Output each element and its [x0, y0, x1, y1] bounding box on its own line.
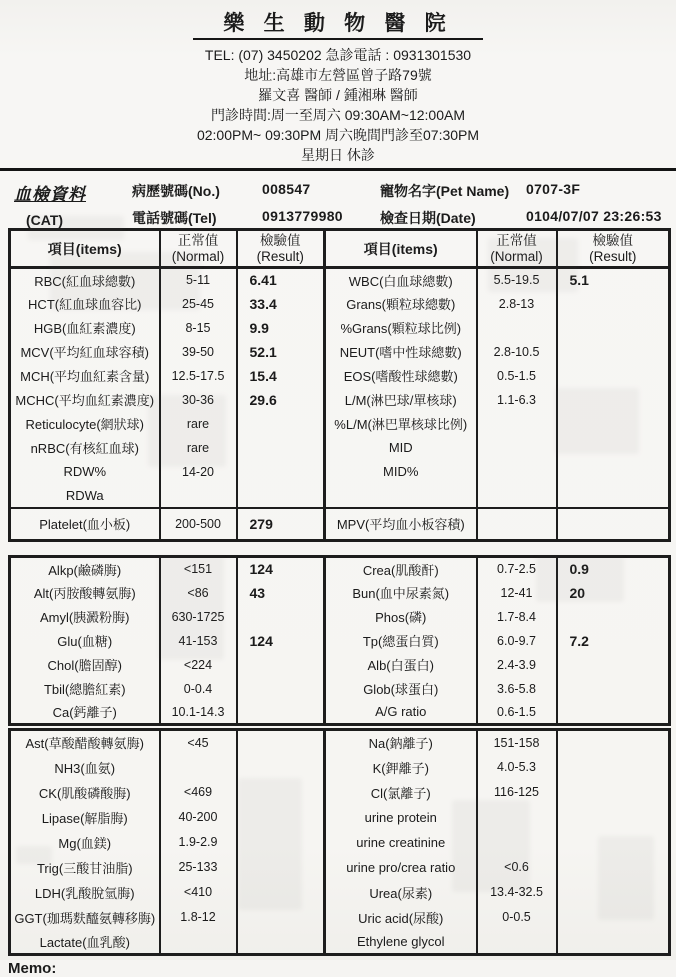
result-cell: [557, 364, 670, 388]
normal-header: [477, 230, 557, 268]
result-cell: [557, 855, 670, 880]
result-cell: [237, 880, 325, 905]
item-cell: Amyl(胰澱粉脢): [39, 610, 130, 625]
item-cell: L/M(淋巴球/單核球): [325, 388, 477, 412]
cbc-table-body: [10, 268, 670, 508]
result-cell: 15.4: [237, 364, 325, 388]
normal-cell: [160, 755, 237, 780]
normal-cell: 116-125: [477, 780, 557, 805]
result-cell: [237, 780, 325, 805]
normal-cell: 8-15: [160, 316, 237, 340]
chemistry-table-1-body: [10, 557, 670, 725]
result-cell: 5.1: [557, 268, 670, 292]
normal-cell: 14-20: [160, 460, 237, 484]
normal-cell: <45: [160, 730, 237, 755]
normal-cell: 2.4-3.9: [477, 653, 557, 677]
normal-cell: 41-153: [160, 629, 237, 653]
normal-header-line2: (Normal): [171, 248, 225, 264]
result-cell: 20: [557, 581, 670, 605]
clinic-doctors-line: 羅文喜 醫師 / 鍾湘琳 醫師: [258, 87, 418, 103]
result-cell: [557, 340, 670, 364]
item-cell: Na(鈉離子): [325, 730, 477, 755]
table-row: [10, 460, 670, 484]
clinic-hours-line1: 門診時間:周一至周六 09:30AM~12:00AM: [210, 107, 466, 123]
clinic-name: 樂 生 動 物 醫 院: [193, 7, 482, 40]
item-cell: Lipase(解脂脢): [41, 810, 128, 826]
item-cell: EOS(嗜酸性球總數): [325, 364, 477, 388]
normal-cell: rare: [160, 412, 237, 436]
table-row: [10, 905, 670, 930]
item-cell: nRBC(有核紅血球): [30, 441, 139, 456]
result-cell: [557, 508, 670, 541]
items-header: 項目(items): [325, 230, 477, 268]
item-cell: MID%: [325, 460, 477, 484]
result-cell: 6.41: [237, 268, 325, 292]
result-header: [237, 230, 325, 268]
result-cell: [557, 605, 670, 629]
item-cell: urine creatinine: [325, 830, 477, 855]
normal-cell: 4.0-5.3: [477, 755, 557, 780]
record-no-value: 008547: [262, 181, 311, 197]
item-cell: Grans(顆粒球總數): [325, 292, 477, 316]
normal-cell: 0-0.4: [160, 677, 237, 701]
item-cell: MID: [325, 436, 477, 460]
item-cell: K(鉀離子): [325, 755, 477, 780]
normal-cell: 0.5-1.5: [477, 364, 557, 388]
result-cell: [237, 436, 325, 460]
result-cell: [237, 930, 325, 955]
item-cell: Glob(球蛋白): [325, 677, 477, 701]
exam-date-value: 0104/07/07 23:26:53: [526, 208, 662, 224]
normal-cell: 12-41: [477, 581, 557, 605]
normal-cell: [477, 508, 557, 541]
normal-header-line1: 正常值: [177, 232, 219, 248]
table-row: [10, 484, 670, 508]
table-row: [10, 830, 670, 855]
normal-cell: <224: [160, 653, 237, 677]
result-cell: [557, 905, 670, 930]
table-row: [10, 436, 670, 460]
table-row: [10, 805, 670, 830]
normal-header-line2: (Normal): [490, 248, 543, 264]
normal-cell: 200-500: [160, 508, 237, 541]
normal-cell: [477, 460, 557, 484]
item-cell: Alkp(鹼磷脢): [48, 562, 122, 578]
result-cell: 43: [237, 581, 325, 605]
table-row: [10, 653, 670, 677]
item-cell: Glu(血糖): [57, 634, 113, 649]
result-cell: 124: [237, 557, 325, 581]
table-row: [10, 780, 670, 805]
normal-cell: 39-50: [160, 340, 237, 364]
tel-value: 0913779980: [262, 208, 343, 224]
item-cell: Ca(鈣離子): [52, 705, 117, 721]
item-cell: Mg(血鎂): [58, 835, 112, 851]
item-cell: WBC(白血球總數): [325, 268, 477, 292]
normal-cell: 10.1-14.3: [160, 701, 237, 725]
result-cell: [237, 484, 325, 508]
item-cell: MCV(平均紅血球容積): [20, 345, 150, 360]
normal-cell: 25-45: [160, 292, 237, 316]
result-header: [557, 230, 670, 268]
item-cell: Ethylene glycol: [325, 930, 477, 955]
table-row: [10, 755, 670, 780]
result-cell: [237, 805, 325, 830]
item-cell: Tp(總蛋白質): [325, 629, 477, 653]
record-no-label: 病歷號碼(No.): [132, 183, 220, 199]
item-cell: Crea(肌酸酐): [325, 557, 477, 581]
result-cell: [557, 316, 670, 340]
memo-label: Memo:: [8, 960, 57, 977]
table-row: [10, 412, 670, 436]
item-cell: Trig(三酸甘油脂): [36, 860, 133, 876]
result-cell: [237, 830, 325, 855]
item-cell: %Grans(顆粒球比例): [325, 316, 477, 340]
chemistry-table-1: [8, 555, 671, 726]
item-cell: RDWa: [65, 487, 104, 503]
result-cell: [557, 292, 670, 316]
cbc-table: [8, 228, 671, 542]
result-cell: [557, 805, 670, 830]
table-row: [10, 880, 670, 905]
normal-cell: [160, 930, 237, 955]
item-cell: Tbil(總膽紅素): [43, 682, 126, 697]
result-cell: 124: [237, 629, 325, 653]
clinic-closed-line: 星期日 休診: [301, 147, 375, 163]
result-cell: [237, 905, 325, 930]
platelet-row-group: [10, 508, 670, 541]
normal-cell: 0-0.5: [477, 905, 557, 930]
normal-cell: <86: [160, 581, 237, 605]
clinic-tel-line: TEL: (07) 3450202 急診電話 : 0931301530: [204, 47, 472, 63]
result-cell: [237, 855, 325, 880]
normal-cell: <469: [160, 780, 237, 805]
item-cell: Uric acid(尿酸): [325, 905, 477, 930]
item-cell: %L/M(淋巴單核球比例): [325, 412, 477, 436]
result-header-line2: (Result): [589, 248, 637, 264]
normal-cell: [477, 805, 557, 830]
normal-header: [160, 230, 237, 268]
table-row: [10, 629, 670, 653]
cbc-table-header: [10, 230, 670, 268]
item-cell: urine protein: [325, 805, 477, 830]
normal-cell: 1.1-6.3: [477, 388, 557, 412]
item-cell: CK(肌酸磷酸脢): [38, 785, 131, 801]
exam-date-label: 檢查日期(Date): [380, 210, 476, 226]
result-cell: 33.4: [237, 292, 325, 316]
result-cell: 7.2: [557, 629, 670, 653]
table-row: [10, 581, 670, 605]
normal-cell: 6.0-9.7: [477, 629, 557, 653]
result-cell: 52.1: [237, 340, 325, 364]
clinic-hours-line2: 02:00PM~ 09:30PM 周六晚間門診至07:30PM: [196, 127, 480, 143]
result-cell: [557, 830, 670, 855]
result-cell: [557, 484, 670, 508]
table-row: [10, 316, 670, 340]
normal-cell: [477, 484, 557, 508]
item-cell: Alt(丙胺酸轉氨脢): [33, 586, 136, 601]
normal-cell: 2.8-10.5: [477, 340, 557, 364]
normal-cell: 5.5-19.5: [477, 268, 557, 292]
result-cell: [557, 730, 670, 755]
result-cell: [557, 388, 670, 412]
normal-cell: 1.7-8.4: [477, 605, 557, 629]
item-cell: Platelet(血小板): [10, 508, 160, 541]
normal-cell: 0.6-1.5: [477, 701, 557, 725]
table-row: [10, 605, 670, 629]
table-row: [10, 855, 670, 880]
item-cell: urine pro/crea ratio: [325, 855, 477, 880]
item-cell: GGT(珈瑪麩醯氨轉移脢): [14, 910, 156, 926]
normal-cell: 25-133: [160, 855, 237, 880]
item-cell: RDW%: [63, 464, 107, 479]
normal-header-line1: 正常值: [496, 232, 537, 248]
items-header: 項目(items): [10, 230, 160, 268]
result-cell: [237, 677, 325, 701]
result-header-line1: 檢驗值: [592, 232, 633, 248]
item-cell: MCH(平均血紅素含量): [20, 369, 150, 384]
item-cell: MCHC(平均血紅素濃度): [15, 393, 155, 408]
item-cell: Cl(氯離子): [325, 780, 477, 805]
normal-cell: 0.7-2.5: [477, 557, 557, 581]
result-cell: [557, 780, 670, 805]
result-cell: [557, 701, 670, 725]
table-row: [10, 508, 670, 541]
table-row: [10, 340, 670, 364]
item-cell: MPV(平均血小板容積): [325, 508, 477, 541]
result-cell: [557, 930, 670, 955]
result-cell: [557, 412, 670, 436]
species-label: (CAT): [26, 212, 64, 228]
pet-name-label: 寵物名字(Pet Name): [380, 183, 510, 199]
normal-cell: 40-200: [160, 805, 237, 830]
header-row: [10, 230, 670, 268]
result-cell: [237, 412, 325, 436]
result-cell: 279: [237, 508, 325, 541]
result-cell: [237, 755, 325, 780]
normal-cell: 5-11: [160, 268, 237, 292]
report-title: 血檢資料: [14, 185, 86, 204]
result-cell: [557, 880, 670, 905]
result-cell: [237, 605, 325, 629]
normal-cell: [477, 412, 557, 436]
normal-cell: <151: [160, 557, 237, 581]
tel-label: 電話號碼(Tel): [132, 210, 217, 226]
chemistry-table-2-body: [10, 730, 670, 955]
normal-cell: 12.5-17.5: [160, 364, 237, 388]
item-cell: Reticulocyte(網狀球): [25, 417, 144, 432]
normal-cell: <0.6: [477, 855, 557, 880]
table-row: [10, 388, 670, 412]
table-row: [10, 730, 670, 755]
chemistry-table-2: [8, 728, 671, 956]
item-cell: [325, 484, 477, 508]
item-cell: NEUT(嗜中性球總數): [325, 340, 477, 364]
normal-cell: 630-1725: [160, 605, 237, 629]
pet-name-value: 0707-3F: [526, 181, 581, 197]
item-cell: Lactate(血乳酸): [39, 934, 130, 950]
table-row: [10, 292, 670, 316]
item-cell: LDH(乳酸脫氫脢): [34, 885, 135, 901]
item-cell: Urea(尿素): [325, 880, 477, 905]
item-cell: Phos(磷): [325, 605, 477, 629]
normal-cell: [477, 930, 557, 955]
normal-cell: <410: [160, 880, 237, 905]
result-cell: [557, 460, 670, 484]
result-cell: [237, 730, 325, 755]
item-cell: Ast(草酸醋酸轉氨脢): [25, 736, 144, 752]
item-cell: RBC(紅血球總數): [34, 273, 136, 289]
normal-cell: rare: [160, 436, 237, 460]
patient-info-section: [0, 171, 676, 228]
item-cell: A/G ratio: [325, 701, 477, 725]
normal-cell: 13.4-32.5: [477, 880, 557, 905]
item-cell: HGB(血紅素濃度): [33, 321, 136, 336]
item-cell: NH3(血氨): [54, 760, 116, 776]
result-header-line1: 檢驗值: [260, 232, 301, 248]
table-row: [10, 268, 670, 292]
item-cell: Alb(白蛋白): [325, 653, 477, 677]
clinic-header: [0, 0, 676, 165]
table-row: [10, 364, 670, 388]
normal-cell: [160, 484, 237, 508]
result-cell: [557, 653, 670, 677]
result-cell: 29.6: [237, 388, 325, 412]
normal-cell: [477, 316, 557, 340]
normal-cell: 1.9-2.9: [160, 830, 237, 855]
normal-cell: 30-36: [160, 388, 237, 412]
clinic-address-line: 地址:高雄市左營區曾子路79號: [244, 67, 432, 83]
result-cell: [557, 677, 670, 701]
table-row: [10, 930, 670, 955]
result-cell: [237, 653, 325, 677]
normal-cell: [477, 436, 557, 460]
item-cell: Chol(膽固醇): [47, 658, 122, 673]
result-cell: [237, 460, 325, 484]
normal-cell: 1.8-12: [160, 905, 237, 930]
table-row: [10, 701, 670, 725]
result-cell: [557, 755, 670, 780]
normal-cell: 151-158: [477, 730, 557, 755]
result-cell: [557, 436, 670, 460]
result-cell: 9.9: [237, 316, 325, 340]
result-cell: 0.9: [557, 557, 670, 581]
result-header-line2: (Result): [256, 248, 304, 264]
result-cell: [237, 701, 325, 725]
table-row: [10, 557, 670, 581]
item-cell: HCT(紅血球血容比): [28, 297, 142, 312]
table-row: [10, 677, 670, 701]
normal-cell: [477, 830, 557, 855]
normal-cell: 2.8-13: [477, 292, 557, 316]
normal-cell: 3.6-5.8: [477, 677, 557, 701]
item-cell: Bun(血中尿素氮): [325, 581, 477, 605]
